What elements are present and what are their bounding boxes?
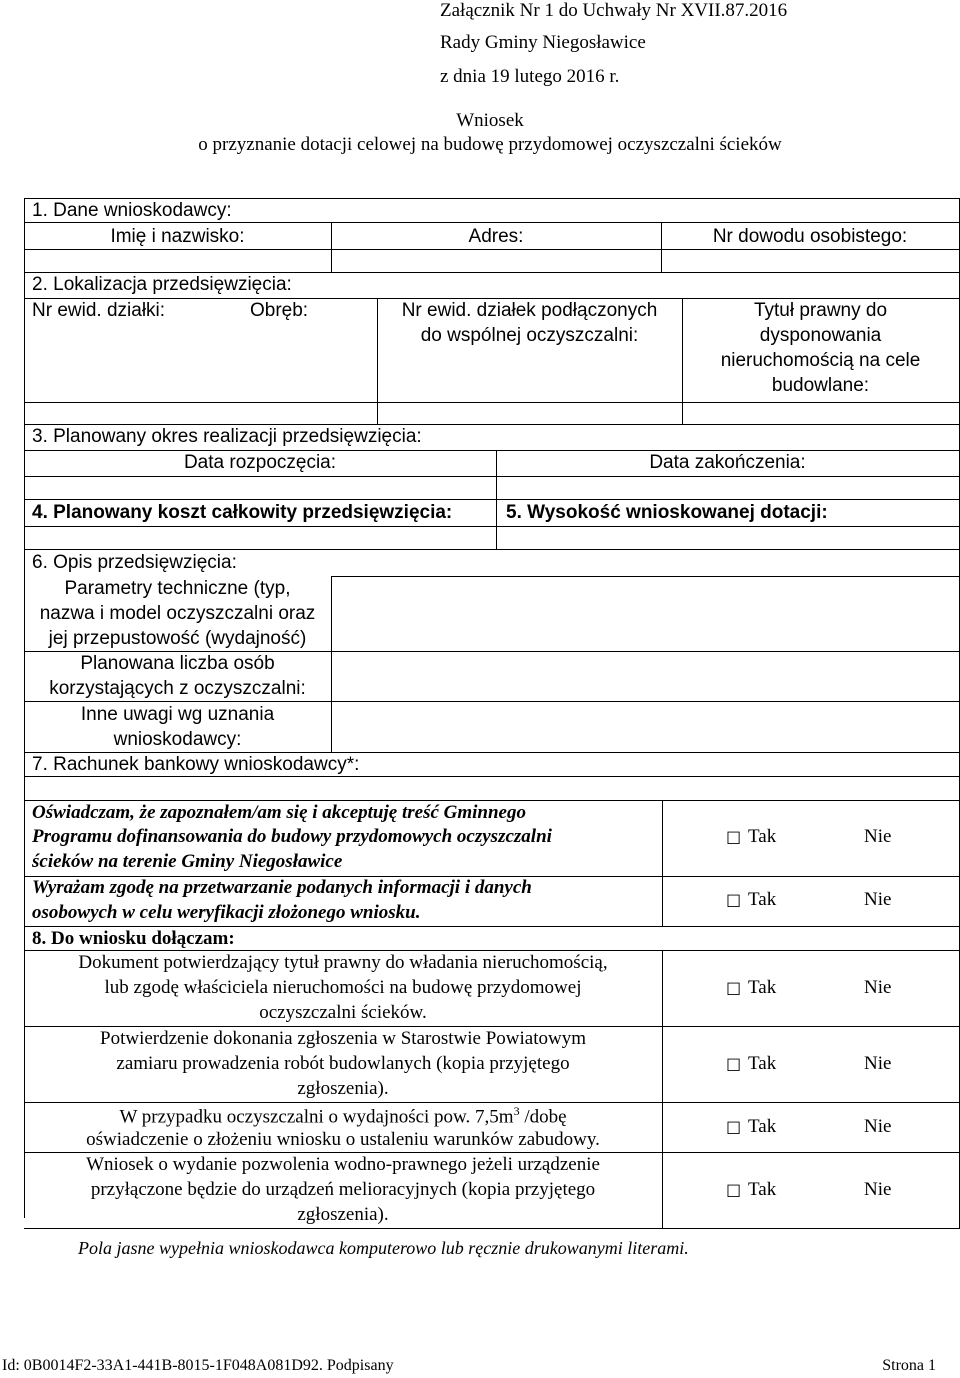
attachment-1-line-2: lub zgodę właściciela nieruchomości na budowę przydomowej (104, 977, 582, 998)
persons-label-1: Planowana liczba osób (80, 653, 275, 674)
col-divider (331, 576, 332, 752)
annex-line: Załącznik Nr 1 do Uchwały Nr XVII.87.2016 (440, 0, 788, 21)
council-line: Rady Gminy Niegosławice (440, 32, 646, 53)
rule (24, 950, 960, 951)
col-divider (662, 950, 663, 1228)
section-8-heading: 8. Do wniosku dołączam: (32, 928, 235, 949)
date-line: z dnia 19 lutego 2016 r. (440, 66, 620, 87)
start-date-label: Data rozpoczęcia: (183, 452, 337, 473)
declaration-1-line-2: Programu dofinansowania do budowy przydomowych oczyszczalni (32, 826, 552, 847)
col-divider (496, 499, 497, 549)
no-option[interactable]: Nie (864, 826, 892, 847)
declaration-1-line-1: Oświadczam, że zapoznałem/am się i akceptuję treść Gminnego (32, 802, 526, 823)
attachment-3-text-b: /dobę (519, 1106, 567, 1128)
no-option[interactable]: Nie (864, 1179, 892, 1200)
rule (24, 222, 960, 223)
rule (331, 651, 960, 652)
section-3-heading: 3. Planowany okres realizacji przedsięwzięcia: (32, 426, 422, 447)
attachment-4-line-3: zgłoszenia). (297, 1204, 389, 1225)
rule (24, 926, 960, 927)
rule (24, 1228, 960, 1229)
remarks-label-1: Inne uwagi wg uznania (80, 704, 275, 725)
section-4-heading: 4. Planowany koszt całkowity przedsięwzięcia: (32, 502, 453, 523)
no-option[interactable]: Nie (864, 1053, 892, 1074)
form-title: Wniosek (456, 110, 524, 131)
id-number-label: Nr dowodu osobistego: (712, 226, 908, 247)
yes-option[interactable]: Tak (748, 1053, 777, 1074)
section-2-heading: 2. Lokalizacja przedsięwzięcia: (32, 274, 292, 295)
legal-title-label-2: dysponowania (759, 325, 882, 346)
rule (24, 701, 331, 702)
rule (24, 776, 960, 777)
technical-params-label-3: jej przepustowość (wydajność) (48, 628, 307, 649)
rule (24, 198, 960, 199)
rule (24, 450, 960, 451)
checkbox-icon[interactable]: ☐ (726, 892, 742, 912)
attachment-1-line-1: Dokument potwierdzający tytuł prawny do władania nieruchomością, (78, 952, 608, 973)
connected-plots-label-2: do wspólnej oczyszczalni: (420, 325, 639, 346)
checkbox-icon[interactable]: ☐ (726, 1056, 742, 1076)
declaration-1-line-3: ścieków na terenie Gminy Niegosławice (32, 851, 343, 872)
rule (24, 651, 331, 652)
rule (24, 272, 960, 273)
attachment-3-text-a: W przypadku oczyszczalni o wydajności pow. 7,5m (119, 1106, 514, 1128)
document-id: Id: 0B0014F2-33A1-441B-8015-1F048A081D92. Podpisany (2, 1357, 394, 1374)
form-subtitle: o przyznanie dotacji celowej na budowę przydomowej oczyszczalni ścieków (198, 134, 782, 155)
footnote: Pola jasne wypełnia wnioskodawca komputerowo lub ręcznie drukowanymi literami. (78, 1238, 689, 1258)
rule (331, 701, 960, 702)
rule (24, 1102, 960, 1103)
col-divider (662, 800, 663, 926)
attachment-3-line-2: oświadczenie o złożeniu wniosku o ustaleniu warunków zabudowy. (86, 1129, 600, 1150)
rule (24, 424, 960, 425)
address-label: Adres: (468, 226, 524, 247)
end-date-label: Data zakończenia: (649, 452, 806, 473)
attachment-2-line-2: zamiaru prowadzenia robót budowlanych (kopia przyjętego (116, 1053, 570, 1074)
declaration-2-line-2: osobowych w celu weryfikacji złożonego wniosku. (32, 902, 421, 923)
attachment-3-line-1 (24, 1104, 662, 1128)
no-option[interactable]: Nie (864, 889, 892, 910)
technical-params-label-1: Parametry techniczne (typ, (64, 578, 291, 599)
rule (24, 476, 960, 477)
checkbox-icon[interactable]: ☐ (726, 829, 742, 849)
attachment-1-line-3: oczyszczalni ścieków. (259, 1002, 427, 1023)
rule (24, 499, 960, 500)
rule (24, 549, 960, 550)
yes-option[interactable]: Tak (748, 977, 777, 998)
rule (331, 576, 960, 577)
rule (24, 249, 960, 250)
attachment-2-line-1: Potwierdzenie dokonania zgłoszenia w Starostwie Powiatowym (100, 1028, 586, 1049)
section-1-heading: 1. Dane wnioskodawcy: (32, 200, 232, 221)
precinct-label: Obręb: (250, 300, 309, 321)
attachment-4-line-1: Wniosek o wydanie pozwolenia wodno-prawnego jeżeli urządzenie (86, 1154, 600, 1175)
name-label: Imię i nazwisko: (110, 226, 245, 247)
no-option[interactable]: Nie (864, 977, 892, 998)
rule (24, 800, 960, 801)
section-5-heading: 5. Wysokość wnioskowanej dotacji: (506, 502, 828, 523)
remarks-label-2: wnioskodawcy: (113, 729, 242, 750)
yes-option[interactable]: Tak (748, 1116, 777, 1137)
no-option[interactable]: Nie (864, 1116, 892, 1137)
checkbox-icon[interactable]: ☐ (726, 1119, 742, 1139)
legal-title-label-4: budowlane: (771, 375, 870, 396)
checkbox-icon[interactable]: ☐ (726, 1182, 742, 1202)
yes-option[interactable]: Tak (748, 826, 777, 847)
rule (24, 1026, 960, 1027)
persons-label-2: korzystających z oczyszczalni: (49, 678, 306, 699)
section-6-heading: 6. Opis przedsięwzięcia: (32, 552, 237, 573)
connected-plots-label-1: Nr ewid. działek podłączonych (401, 300, 658, 321)
legal-title-label-3: nieruchomością na cele (720, 350, 921, 371)
rule (24, 526, 960, 527)
section-7-heading: 7. Rachunek bankowy wnioskodawcy*: (32, 754, 360, 775)
yes-option[interactable]: Tak (748, 1179, 777, 1200)
checkbox-icon[interactable]: ☐ (726, 980, 742, 1000)
page-number: Strona 1 (882, 1357, 936, 1374)
attachment-3-superscript: 3 (513, 1104, 520, 1118)
rule (24, 402, 960, 403)
technical-params-label-2: nazwa i model oczyszczalni oraz (39, 603, 316, 624)
rule (24, 1152, 960, 1153)
plot-number-label: Nr ewid. działki: (32, 300, 166, 321)
declaration-2-line-1: Wyrażam zgodę na przetwarzanie podanych informacji i danych (32, 877, 532, 898)
rule (24, 752, 960, 753)
yes-option[interactable]: Tak (748, 889, 777, 910)
rule (24, 298, 960, 299)
attachment-2-line-3: zgłoszenia). (297, 1078, 389, 1099)
attachment-4-line-2: przyłączone będzie do urządzeń melioracyjnych (kopia przyjętego (90, 1179, 596, 1200)
legal-title-label-1: Tytuł prawny do (753, 300, 888, 321)
